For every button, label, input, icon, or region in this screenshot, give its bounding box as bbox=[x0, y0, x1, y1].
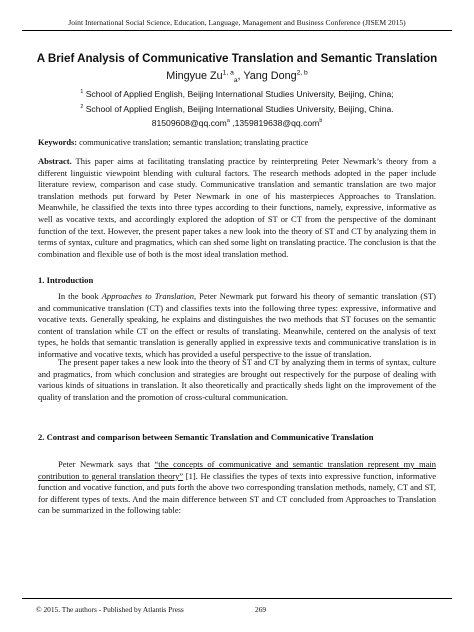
page-number: 269 bbox=[255, 605, 267, 614]
author-1-sub: a bbox=[233, 77, 238, 85]
email-separator: , bbox=[229, 118, 235, 128]
paper-title: A Brief Analysis of Communicative Translation and Semantic Translation bbox=[36, 52, 438, 65]
header-rule bbox=[22, 30, 452, 31]
s2p1-after: [1]. He classifies the types of texts into expressive function, informative function and vocative function, and puts forth the above two corresponding translation methods, namely, CT and ST, for different types of texts. And the main difference between ST and CT concluded from Approaches to Translation can be summarized in the following table: bbox=[38, 470, 436, 516]
author-2-sup: 2, b bbox=[296, 69, 308, 77]
affiliation-2-num: 2 bbox=[80, 104, 84, 111]
footer-rule bbox=[22, 598, 452, 599]
keywords-text: communicative translation; semantic translation; translating practice bbox=[77, 138, 309, 147]
author-line bbox=[0, 69, 474, 85]
section-1-heading: 1. Introduction bbox=[38, 275, 94, 285]
section-2-heading: 2. Contrast and comparison between Semantic Translation and Communicative Translation bbox=[38, 432, 374, 442]
abstract-text: This paper aims at facilitating translating practice by reinterpreting Peter Newmark’s theory from a different linguistic viewpoint blending with cultural factors. The research methods adopted in the paper include literature review, comparison and case study. Communicative translation and semantic translation are two major translation methods put forward by Peter Newmark in one of his masterpieces Approaches to Translation. Meanwhile, he classified the texts into three types according to their functions, namely, expressive, informative as well as vocative texts, and accordingly explored the adoption of ST or CT from the perspective of the dominant function of the text. However, the present paper takes a new look into the theory of ST and CT by analyzing them in terms of syntax, culture and pragmatics, which can shed some light on translating practice. The conclusion is that the combination and flexible use of both is the most ideal translation method. bbox=[38, 156, 436, 259]
s1p1-before: In the book bbox=[58, 291, 102, 301]
section-1-paragraph-2: The present paper takes a new look into the theory of ST and CT by analyzing them in terms of syntax, culture and pragmatics, from which conclusion and strategies are brought out respectively for the purpose of dealing with various kinds of situations in translation. It also theoretically and practically sheds light on the improvement of the quality of translation and the promotion of cross-cultural communication. bbox=[38, 357, 436, 402]
abstract bbox=[38, 156, 436, 260]
email-a-sup: a bbox=[226, 118, 230, 125]
keywords bbox=[38, 138, 438, 147]
affiliation-1 bbox=[0, 89, 474, 99]
email-b-sup: b bbox=[319, 118, 323, 125]
abstract-label: Abstract. bbox=[38, 156, 72, 166]
email-a: 81509608@qq.com bbox=[151, 118, 227, 128]
footer-copyright: © 2015. The authors - Published by Atlantis Press bbox=[36, 605, 184, 614]
author-2-name: Yang Dong bbox=[243, 70, 297, 82]
affiliation-2-text: School of Applied English, Beijing International Studies University, Beijing, China. bbox=[85, 104, 394, 114]
affiliation-1-text: School of Applied English, Beijing International Studies University, Beijing, China; bbox=[85, 89, 394, 99]
email-b: 1359819638@qq.com bbox=[234, 118, 320, 128]
s2p1-quote: “the concepts of communicative and semantic translation represent my main contribution to general translation theory” bbox=[38, 459, 436, 481]
s1p1-after: , Peter Newmark put forward his theory of semantic translation (ST) and communicative translation (CT) and classifies texts into the following three types: expressive, informative and vocative texts. Generally speaking, he explains and distinguishes the two methods that ST focuses on the semantic content of translation while CT on the effect or results of translating. Meanwhile, centered on the analysis of text types, he holds that semantic translation is generally applied in expressive texts and communicative translation is in informative and vocative texts, which has provided a useful perspective to the issue of translation. bbox=[38, 291, 436, 359]
affiliation-2 bbox=[0, 104, 474, 114]
section-2-paragraph-1 bbox=[38, 459, 436, 517]
author-separator: , bbox=[237, 70, 244, 82]
conference-header: Joint International Social Science, Education, Language, Management and Business Conference (JISEM 2015) bbox=[68, 18, 406, 27]
author-1-name: Mingyue Zu bbox=[166, 70, 223, 82]
author-emails bbox=[0, 118, 474, 128]
book-title: Approaches to Translation bbox=[101, 291, 194, 301]
author-1-sup: 1, a bbox=[222, 69, 234, 77]
s2p1-before: Peter Newmark says that bbox=[58, 459, 155, 469]
section-1-paragraph-1 bbox=[38, 291, 436, 361]
keywords-label: Keywords: bbox=[38, 138, 78, 147]
affiliation-1-num: 1 bbox=[80, 89, 84, 96]
